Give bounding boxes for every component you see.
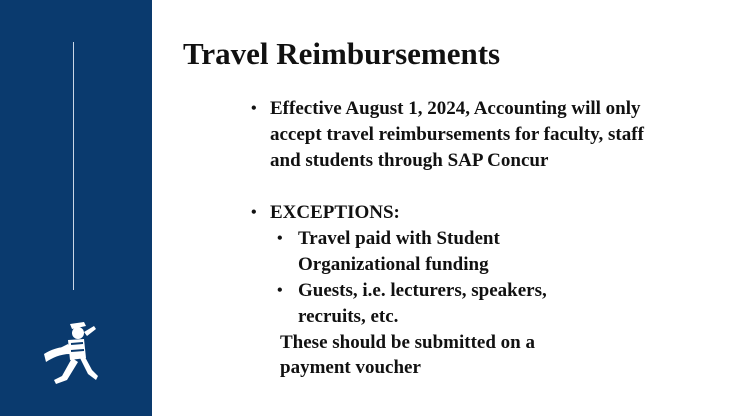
slide-title: Travel Reimbursements: [183, 36, 501, 71]
mascot-logo-icon: [40, 320, 104, 392]
bullet-dot-icon: •: [251, 100, 257, 117]
slide-content: [250, 96, 720, 380]
sub-bullet-text: Guests, i.e. lecturers, speakers, recruits, etc.: [298, 280, 547, 327]
sub-bullet-dot-icon: •: [277, 230, 283, 247]
bullet-dot-icon: •: [251, 204, 257, 221]
bullet-item-exceptions: [250, 200, 720, 226]
exceptions-note: These should be submitted on a payment voucher: [280, 332, 535, 378]
sidebar-divider-line: [73, 42, 74, 290]
sub-bullet-text: Travel paid with Student Organizational funding: [298, 228, 500, 275]
sub-bullet-list: [277, 226, 720, 330]
sub-bullet-item: [277, 278, 598, 330]
bullet-text: Effective August 1, 2024, Accounting will only accept travel reimbursements for faculty, staff and students through SAP Concur: [270, 98, 644, 171]
sidebar-panel: [0, 0, 152, 416]
sub-bullet-item: [277, 226, 598, 278]
bullet-item: [250, 96, 650, 174]
bullet-text: EXCEPTIONS:: [270, 202, 400, 223]
sub-bullet-dot-icon: •: [277, 282, 283, 299]
